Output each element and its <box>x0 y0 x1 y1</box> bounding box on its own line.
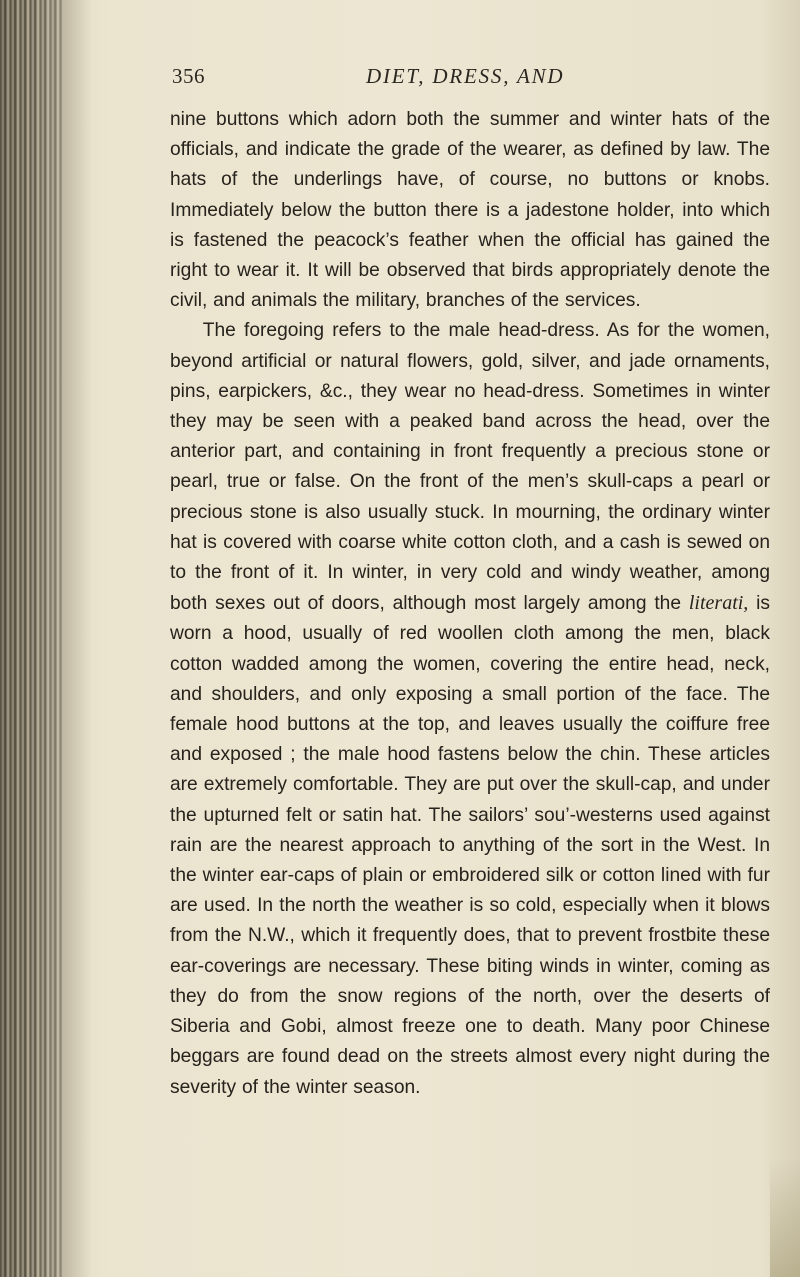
page-number: 356 <box>172 64 205 88</box>
page-header <box>172 64 772 94</box>
body-text <box>170 105 770 1103</box>
running-head: DIET, DRESS, AND <box>366 64 565 88</box>
paragraph-2-part-a: The foregoing refers to the male head-dress. As for the women, beyond artificial or natural flowers, gold, silver, and jade ornaments, pins, earpickers, &c., they wear no head-dress. Sometimes in winter they may be seen with a peaked band across the head, over the anterior part, and containing in front frequently a precious stone or pearl, true or false. On the front of the men’s skull-caps a pearl or precious stone is also usually stuck. In mourning, the ordinary winter hat is covered with coarse white cotton cloth, and a cash is sewed on to the front of it. In winter, in very cold and windy weather, among both sexes out of doors, although most largely among the <box>170 320 770 615</box>
paragraph-2 <box>170 316 770 1102</box>
gutter-shadow <box>0 0 62 1277</box>
gutter-edge-shadow <box>62 0 92 1277</box>
paragraph-1: nine buttons which adorn both the summer and winter hats of the officials, and indicate the grade of the wearer, as defined by law. The hats of the underlings have, of course, no buttons or knobs. Immediately below the button there is a jadestone holder, into which is fastened the peacock’s feather when the official has gained the right to wear it. It will be observed that birds appropriately denote the civil, and animals the military, branches of the services. <box>170 109 770 312</box>
page-corner-stain <box>770 1157 800 1277</box>
paragraph-2-part-b: is worn a hood, usually of red woollen cloth among the men, black cotton wadded among the women, covering the entire head, neck, and shoulders, and only exposing a small portion of the face. The female hood buttons at the top, and leaves usually the coiffure free and exposed ; the male hood fastens below the chin. These articles are extremely comfortable. They are put over the skull-cap, and under the upturned felt or satin hat. The sailors’ sou’-westerns used against rain are the nearest approach to anything of the sort in the West. In the winter ear-caps of plain or embroidered silk or cotton lined with fur are used. In the north the weather is so cold, especially when it blows from the N.W., which it frequently does, that to prevent frostbite these ear-coverings are necessary. These biting winds in winter, coming as they do from the snow regions of the north, over the deserts of Siberia and Gobi, almost freeze one to death. Many poor Chinese beggars are found dead on the streets almost every night during the severity of the winter season. <box>170 593 770 1098</box>
paragraph-2-italic-term: literati, <box>688 592 749 615</box>
